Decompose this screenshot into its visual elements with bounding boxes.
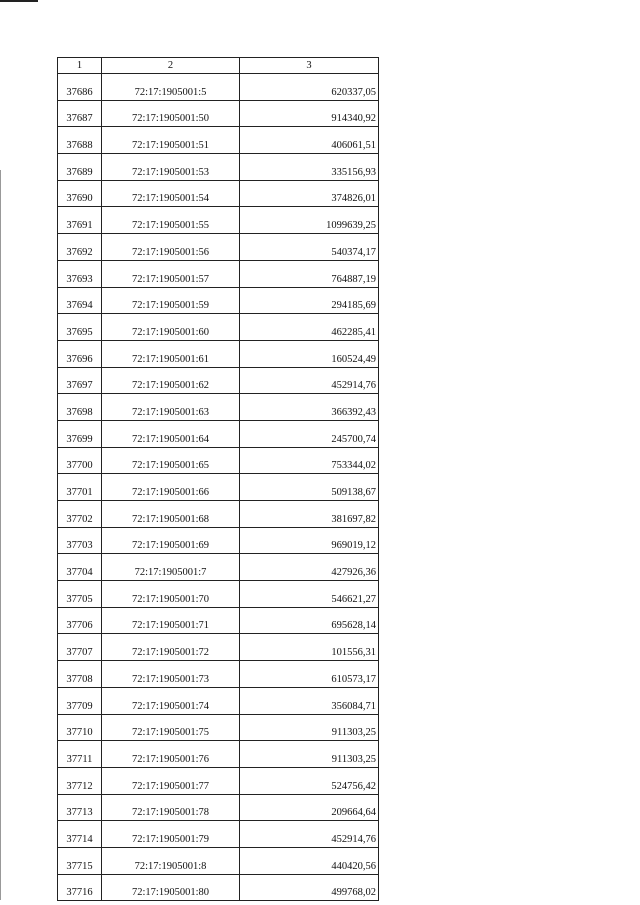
row-number-cell: 37716 [58, 874, 102, 901]
table-row [58, 180, 379, 207]
value-cell: 440420,56 [240, 847, 379, 874]
row-number-cell: 37713 [58, 794, 102, 821]
row-number-cell: 37711 [58, 741, 102, 768]
cadastral-number-cell: 72:17:1905001:69 [102, 527, 240, 554]
cadastral-value-table [57, 57, 379, 901]
value-cell: 366392,43 [240, 394, 379, 421]
value-cell: 406061,51 [240, 127, 379, 154]
row-number-cell: 37706 [58, 607, 102, 634]
row-number-cell: 37704 [58, 554, 102, 581]
row-number-cell: 37712 [58, 767, 102, 794]
table-row [58, 687, 379, 714]
row-number-cell: 37703 [58, 527, 102, 554]
cadastral-number-cell: 72:17:1905001:57 [102, 260, 240, 287]
cadastral-number-cell: 72:17:1905001:64 [102, 420, 240, 447]
cadastral-number-cell: 72:17:1905001:79 [102, 821, 240, 848]
table-row [58, 821, 379, 848]
row-number-cell: 37693 [58, 260, 102, 287]
table-row [58, 661, 379, 688]
value-cell: 969019,12 [240, 527, 379, 554]
table-row [58, 847, 379, 874]
cadastral-number-cell: 72:17:1905001:76 [102, 741, 240, 768]
value-cell: 452914,76 [240, 821, 379, 848]
row-number-cell: 37715 [58, 847, 102, 874]
cadastral-number-cell: 72:17:1905001:59 [102, 287, 240, 314]
row-number-cell: 37689 [58, 154, 102, 181]
table-row [58, 874, 379, 901]
table-row [58, 554, 379, 581]
cadastral-number-cell: 72:17:1905001:80 [102, 874, 240, 901]
row-number-cell: 37701 [58, 474, 102, 501]
row-number-cell: 37705 [58, 581, 102, 608]
table-row [58, 127, 379, 154]
table-row [58, 74, 379, 101]
table-row [58, 340, 379, 367]
cadastral-number-cell: 72:17:1905001:8 [102, 847, 240, 874]
cadastral-number-cell: 72:17:1905001:77 [102, 767, 240, 794]
cadastral-number-cell: 72:17:1905001:65 [102, 447, 240, 474]
value-cell: 427926,36 [240, 554, 379, 581]
value-cell: 695628,14 [240, 607, 379, 634]
cadastral-number-cell: 72:17:1905001:5 [102, 74, 240, 101]
cadastral-number-cell: 72:17:1905001:62 [102, 367, 240, 394]
row-number-cell: 37690 [58, 180, 102, 207]
cadastral-number-cell: 72:17:1905001:50 [102, 100, 240, 127]
row-number-cell: 37692 [58, 234, 102, 261]
table-row [58, 474, 379, 501]
table-row [58, 581, 379, 608]
table-row [58, 527, 379, 554]
cadastral-number-cell: 72:17:1905001:55 [102, 207, 240, 234]
scan-edge-line [0, 170, 1, 900]
value-cell: 610573,17 [240, 661, 379, 688]
cadastral-number-cell: 72:17:1905001:68 [102, 501, 240, 528]
value-cell: 245700,74 [240, 420, 379, 447]
row-number-cell: 37687 [58, 100, 102, 127]
row-number-cell: 37686 [58, 74, 102, 101]
value-cell: 381697,82 [240, 501, 379, 528]
cadastral-number-cell: 72:17:1905001:66 [102, 474, 240, 501]
row-number-cell: 37708 [58, 661, 102, 688]
cadastral-number-cell: 72:17:1905001:54 [102, 180, 240, 207]
table-row [58, 394, 379, 421]
cadastral-number-cell: 72:17:1905001:7 [102, 554, 240, 581]
table-row [58, 420, 379, 447]
row-number-cell: 37691 [58, 207, 102, 234]
table-row [58, 741, 379, 768]
cadastral-number-cell: 72:17:1905001:73 [102, 661, 240, 688]
cadastral-number-cell: 72:17:1905001:71 [102, 607, 240, 634]
row-number-cell: 37702 [58, 501, 102, 528]
table-row [58, 607, 379, 634]
value-cell: 509138,67 [240, 474, 379, 501]
table-row [58, 501, 379, 528]
value-cell: 101556,31 [240, 634, 379, 661]
row-number-cell: 37688 [58, 127, 102, 154]
row-number-cell: 37710 [58, 714, 102, 741]
scan-mark [0, 0, 38, 2]
column-header-3: 3 [240, 58, 379, 74]
table-row [58, 207, 379, 234]
row-number-cell: 37707 [58, 634, 102, 661]
value-cell: 335156,93 [240, 154, 379, 181]
cadastral-number-cell: 72:17:1905001:78 [102, 794, 240, 821]
table-row [58, 154, 379, 181]
table-row [58, 794, 379, 821]
value-cell: 546621,27 [240, 581, 379, 608]
cadastral-number-cell: 72:17:1905001:75 [102, 714, 240, 741]
table-header-row [58, 58, 379, 74]
value-cell: 524756,42 [240, 767, 379, 794]
value-cell: 499768,02 [240, 874, 379, 901]
value-cell: 753344,02 [240, 447, 379, 474]
cadastral-number-cell: 72:17:1905001:74 [102, 687, 240, 714]
value-cell: 1099639,25 [240, 207, 379, 234]
value-cell: 356084,71 [240, 687, 379, 714]
value-cell: 160524,49 [240, 340, 379, 367]
cadastral-number-cell: 72:17:1905001:51 [102, 127, 240, 154]
cadastral-number-cell: 72:17:1905001:60 [102, 314, 240, 341]
cadastral-number-cell: 72:17:1905001:56 [102, 234, 240, 261]
table-row [58, 287, 379, 314]
row-number-cell: 37700 [58, 447, 102, 474]
cadastral-number-cell: 72:17:1905001:72 [102, 634, 240, 661]
cadastral-number-cell: 72:17:1905001:53 [102, 154, 240, 181]
row-number-cell: 37698 [58, 394, 102, 421]
table-row [58, 314, 379, 341]
value-cell: 452914,76 [240, 367, 379, 394]
table-row [58, 100, 379, 127]
table-body [58, 74, 379, 901]
row-number-cell: 37695 [58, 314, 102, 341]
value-cell: 911303,25 [240, 741, 379, 768]
table-row [58, 767, 379, 794]
value-cell: 374826,01 [240, 180, 379, 207]
value-cell: 209664,64 [240, 794, 379, 821]
row-number-cell: 37709 [58, 687, 102, 714]
column-header-2: 2 [102, 58, 240, 74]
value-cell: 540374,17 [240, 234, 379, 261]
column-header-1: 1 [58, 58, 102, 74]
row-number-cell: 37696 [58, 340, 102, 367]
value-cell: 914340,92 [240, 100, 379, 127]
value-cell: 294185,69 [240, 287, 379, 314]
table-row [58, 234, 379, 261]
row-number-cell: 37697 [58, 367, 102, 394]
value-cell: 764887,19 [240, 260, 379, 287]
cadastral-number-cell: 72:17:1905001:61 [102, 340, 240, 367]
cadastral-number-cell: 72:17:1905001:70 [102, 581, 240, 608]
value-cell: 620337,05 [240, 74, 379, 101]
cadastral-number-cell: 72:17:1905001:63 [102, 394, 240, 421]
table-row [58, 714, 379, 741]
row-number-cell: 37699 [58, 420, 102, 447]
value-cell: 462285,41 [240, 314, 379, 341]
value-cell: 911303,25 [240, 714, 379, 741]
table-row [58, 367, 379, 394]
table-row [58, 634, 379, 661]
table-row [58, 260, 379, 287]
row-number-cell: 37714 [58, 821, 102, 848]
row-number-cell: 37694 [58, 287, 102, 314]
table-row [58, 447, 379, 474]
